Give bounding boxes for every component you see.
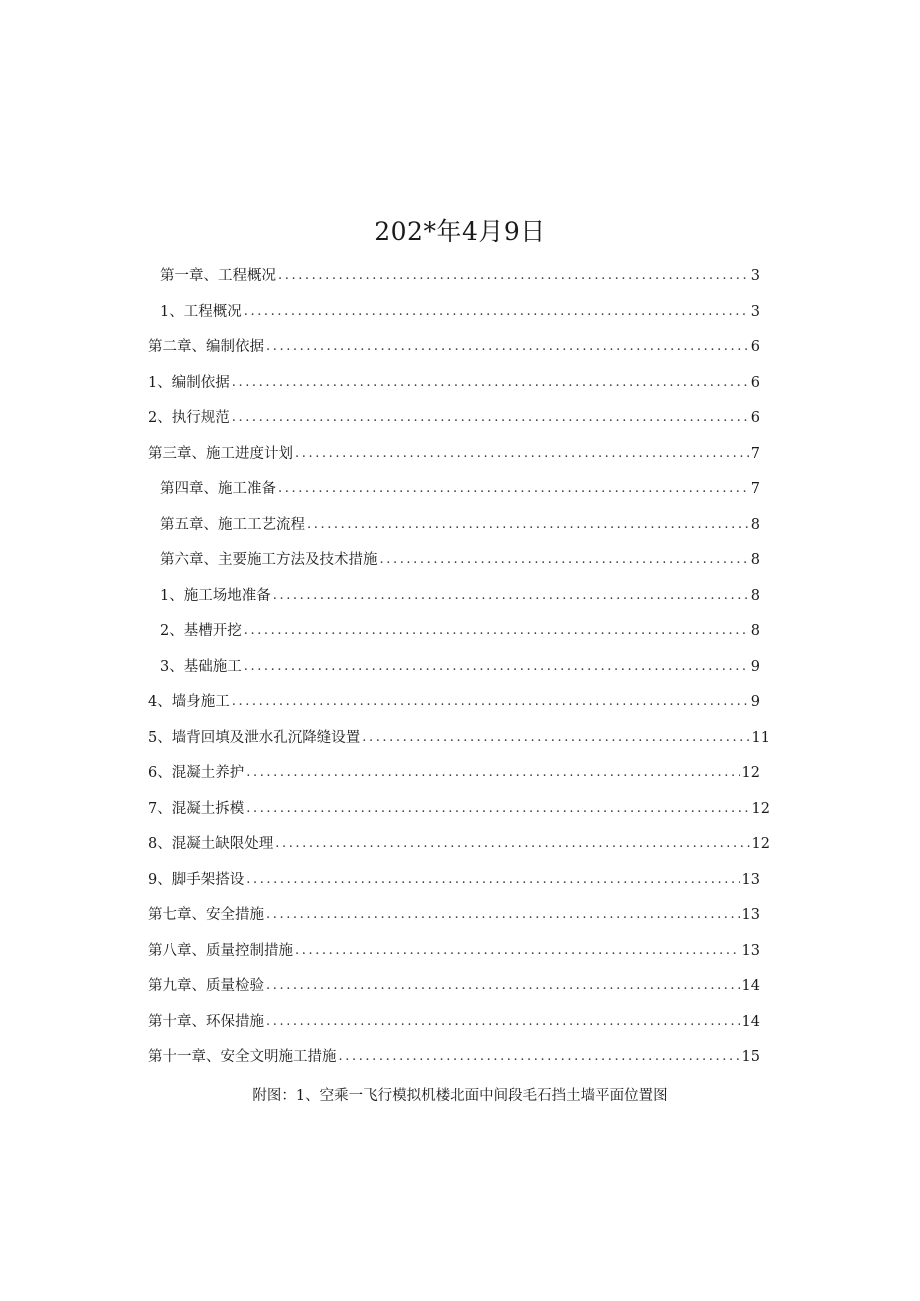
toc-entry-label: 第五章、施工工艺流程	[160, 517, 305, 533]
toc-entry-label: 9、脚手架搭设	[148, 872, 245, 888]
toc-entry[interactable]	[148, 726, 770, 750]
toc-entry-page: 12	[751, 801, 770, 817]
toc-entry-label: 7、混凝土拆模	[148, 801, 245, 817]
toc-entry[interactable]	[148, 371, 760, 395]
toc-dot-leader	[380, 548, 749, 572]
appendix-note: 附图：1、空乘一飞行模拟机楼北面中间段毛石挡土墙平面位置图	[252, 1088, 668, 1104]
toc-entry-page: 6	[750, 375, 760, 391]
toc-dot-leader	[339, 1045, 740, 1069]
toc-entry-page: 3	[750, 304, 760, 320]
document-date: 202*年4月9日	[374, 217, 546, 246]
toc-entry-label: 1、工程概况	[160, 304, 242, 320]
toc-dot-leader	[266, 1010, 740, 1034]
toc-dot-leader	[266, 335, 749, 359]
toc-entry[interactable]	[160, 300, 760, 324]
toc-entry[interactable]	[148, 690, 760, 714]
toc-dot-leader	[244, 655, 749, 679]
toc-dot-leader	[295, 442, 749, 466]
toc-dot-leader	[278, 264, 749, 288]
toc-entry-page: 7	[750, 446, 760, 462]
toc-entry-label: 1、编制依据	[148, 375, 230, 391]
toc-entry[interactable]	[148, 974, 760, 998]
toc-entry-label: 第一章、工程概况	[160, 268, 276, 284]
toc-dot-leader	[295, 939, 740, 963]
toc-entry-label: 第十一章、安全文明施工措施	[148, 1049, 337, 1065]
toc-dot-leader	[278, 477, 749, 501]
toc-entry[interactable]	[148, 832, 770, 856]
toc-dot-leader	[232, 371, 749, 395]
toc-entry-label: 第二章、编制依据	[148, 339, 264, 355]
toc-entry-label: 第七章、安全措施	[148, 907, 264, 923]
toc-entry-page: 13	[741, 872, 760, 888]
toc-entry-page: 6	[750, 410, 760, 426]
toc-entry-page: 12	[751, 836, 770, 852]
toc-entry-page: 11	[751, 730, 770, 746]
toc-entry[interactable]	[148, 868, 760, 892]
toc-dot-leader	[246, 797, 749, 821]
toc-entry[interactable]	[148, 939, 760, 963]
toc-entry-page: 8	[750, 517, 760, 533]
toc-entry-page: 6	[750, 339, 760, 355]
toc-entry-page: 15	[741, 1049, 760, 1065]
toc-entry-page: 13	[741, 943, 760, 959]
toc-entry[interactable]	[148, 797, 770, 821]
toc-entry-page: 12	[741, 765, 760, 781]
toc-entry-page: 8	[750, 588, 760, 604]
toc-entry[interactable]	[160, 619, 760, 643]
toc-entry-page: 9	[750, 694, 760, 710]
toc-entry[interactable]	[160, 477, 760, 501]
toc-entry-page: 14	[741, 1014, 760, 1030]
toc-entry-label: 2、执行规范	[148, 410, 230, 426]
toc-entry[interactable]	[148, 1045, 760, 1069]
toc-dot-leader	[244, 300, 749, 324]
toc-entry-label: 第六章、主要施工方法及技术措施	[160, 552, 378, 568]
toc-entry[interactable]	[160, 655, 760, 679]
toc-entry[interactable]	[148, 406, 760, 430]
toc-entry-page: 8	[750, 552, 760, 568]
toc-entry-page: 8	[750, 623, 760, 639]
toc-entry-label: 第九章、质量检验	[148, 978, 264, 994]
toc-dot-leader	[246, 868, 739, 892]
toc-entry-label: 第十章、环保措施	[148, 1014, 264, 1030]
toc-entry[interactable]	[148, 335, 760, 359]
toc-entry-label: 1、施工场地准备	[160, 588, 271, 604]
toc-entry[interactable]	[160, 264, 760, 288]
toc-entry-label: 第三章、施工进度计划	[148, 446, 293, 462]
toc-dot-leader	[273, 584, 749, 608]
toc-entry-page: 13	[741, 907, 760, 923]
toc-dot-leader	[307, 513, 749, 537]
toc-entry[interactable]	[148, 761, 760, 785]
toc-entry-label: 3、基础施工	[160, 659, 242, 675]
toc-entry-page: 3	[750, 268, 760, 284]
toc-entry-label: 6、混凝土养护	[148, 765, 245, 781]
toc-entry[interactable]	[160, 584, 760, 608]
toc-dot-leader	[244, 619, 749, 643]
toc-dot-leader	[232, 406, 749, 430]
toc-entry[interactable]	[148, 903, 760, 927]
toc-dot-leader	[232, 690, 749, 714]
toc-dot-leader	[266, 974, 740, 998]
toc-entry-label: 4、墙身施工	[148, 694, 230, 710]
toc-entry-page: 14	[741, 978, 760, 994]
toc-entry-label: 第八章、质量控制措施	[148, 943, 293, 959]
toc-entry[interactable]	[160, 513, 760, 537]
toc-entry-page: 9	[750, 659, 760, 675]
toc-entry-page: 7	[750, 481, 760, 497]
toc-dot-leader	[266, 903, 740, 927]
toc-entry[interactable]	[148, 442, 760, 466]
toc-entry[interactable]	[148, 1010, 760, 1034]
toc-entry[interactable]	[160, 548, 760, 572]
toc-entry-label: 5、墙背回填及泄水孔沉降缝设置	[148, 730, 361, 746]
toc-dot-leader	[246, 761, 739, 785]
toc-dot-leader	[362, 726, 749, 750]
toc-entry-label: 8、混凝土缺限处理	[148, 836, 274, 852]
toc-entry-label: 第四章、施工准备	[160, 481, 276, 497]
toc-dot-leader	[275, 832, 749, 856]
toc-entry-label: 2、基槽开挖	[160, 623, 242, 639]
